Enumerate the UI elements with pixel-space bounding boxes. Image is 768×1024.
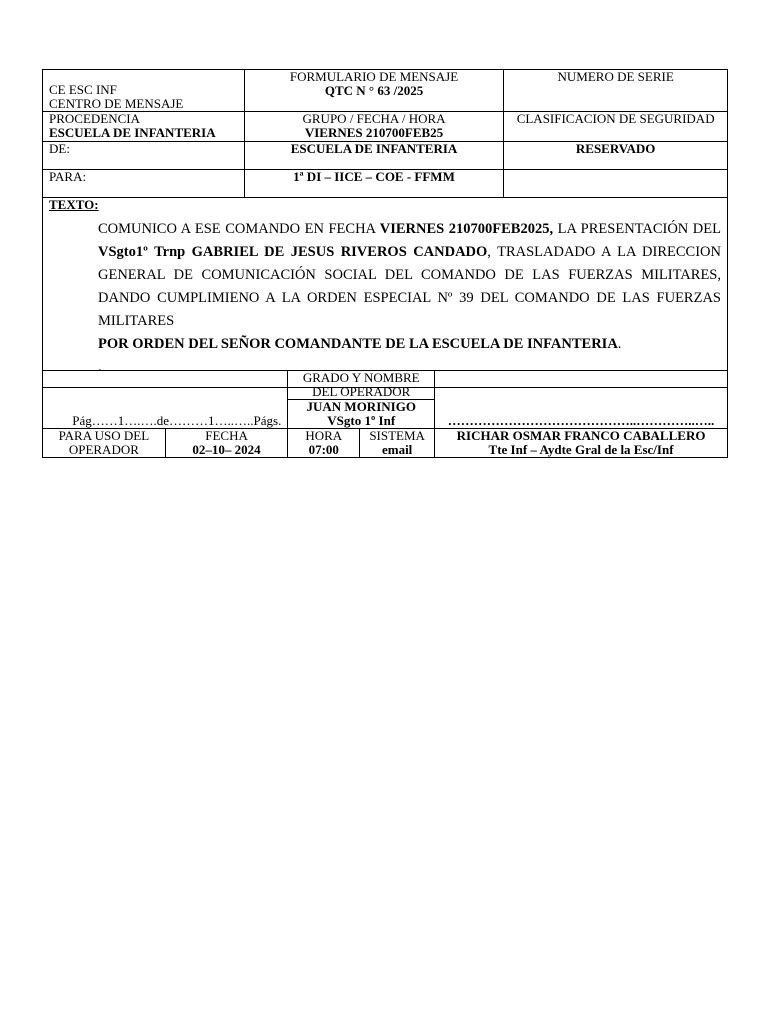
signer-title: Tte Inf – Aydte Gral de la Esc/Inf: [488, 442, 674, 457]
grupo-cell: [244, 112, 504, 142]
form-title-cell: [244, 70, 504, 112]
grupo-label: GRUPO / FECHA / HORA: [302, 111, 446, 126]
signer-name: RICHAR OSMAR FRANCO CABALLERO: [456, 428, 706, 443]
operator-name-cell: [288, 400, 435, 429]
pages-cell: [43, 371, 288, 429]
para-value: 1ª DI – IICE – COE - FFMM: [293, 169, 455, 184]
message-paragraph-3: .: [98, 359, 102, 375]
pages-count: Pág……1….….de………1…..…..Págs.: [72, 413, 282, 428]
org-line1: CE ESC INF: [49, 82, 117, 97]
texto-colon: :: [94, 197, 99, 212]
msg-text-c: LA PRESENTACIÓN DEL: [553, 221, 721, 237]
operator-name: JUAN MORINIGO: [306, 399, 416, 414]
para-label-cell: [43, 170, 245, 198]
de-label: DE:: [49, 141, 70, 156]
operator-table: [42, 370, 728, 458]
serial-label: NUMERO DE SERIE: [557, 69, 674, 84]
texto-cell: [43, 198, 728, 388]
header-row: [43, 70, 728, 112]
operator-row-1: [43, 371, 728, 400]
para-value-cell: [244, 170, 504, 198]
texto-label: TEXTO: [49, 197, 95, 212]
fecha-value: 02–10– 2024: [192, 442, 261, 457]
procedencia-label: PROCEDENCIA: [49, 111, 141, 126]
form-label: FORMULARIO DE MENSAJE: [289, 69, 459, 84]
msg-order-end: .: [617, 336, 622, 352]
serial-cell: [504, 70, 728, 112]
sistema-cell: [360, 429, 435, 458]
procedencia-value: ESCUELA DE INFANTERIA: [49, 125, 216, 140]
operator-label-cell: [288, 371, 435, 400]
de-value: ESCUELA DE INFANTERIA: [290, 141, 458, 156]
para-empty-cell: [504, 170, 728, 198]
hora-value: 07:00: [308, 442, 339, 457]
grupo-value: VIERNES 210700FEB25: [304, 125, 444, 140]
msg-person: VSgto1º Trnp GABRIEL DE JESUS RIVEROS CANDADO: [98, 244, 488, 260]
operator-rank: VSgto 1º Inf: [327, 413, 396, 428]
clasificacion-label: CLASIFICACION DE SEGURIDAD: [516, 111, 715, 126]
operator-label-1: GRADO Y NOMBRE: [302, 370, 420, 385]
operator-row-3: [43, 429, 728, 458]
clasificacion-value-cell: [504, 142, 728, 170]
para-label: PARA:: [49, 169, 87, 184]
uso-cell: [43, 429, 166, 458]
sistema-label: SISTEMA: [369, 428, 425, 443]
hora-cell: [288, 429, 360, 458]
de-value-cell: [244, 142, 504, 170]
fecha-label: FECHA: [205, 428, 248, 443]
de-label-cell: [43, 142, 245, 170]
procedencia-cell: [43, 112, 245, 142]
texto-row: [43, 198, 728, 388]
msg-text-e: , TRASLADADO A LA DIRECCION GENERAL DE COMUNICACIÓN SOCIAL DEL COMANDO DE LAS FUERZAS MILITARES, DANDO CUMPLIMIENO A LA ORDEN ESPECIAL Nº 39 DEL COMANDO DE LAS FUERZAS MILITARES: [98, 244, 721, 329]
signer-cell: [435, 429, 728, 458]
clasificacion-label-cell: [504, 112, 728, 142]
sistema-value: email: [381, 442, 413, 457]
procedencia-row: [43, 112, 728, 142]
hora-label: HORA: [305, 428, 343, 443]
fecha-cell: [165, 429, 288, 458]
message-body: [43, 212, 727, 387]
qtc-number: QTC N ° 63 /2025: [324, 83, 424, 98]
signature-line: ……………………………………..…………..…..: [447, 413, 715, 428]
uso-label-1: PARA USO DEL: [58, 428, 150, 443]
message-paragraph-1: [98, 218, 721, 333]
org-line2: CENTRO DE MENSAJE: [49, 96, 184, 111]
message-paragraph-2: [98, 333, 721, 356]
uso-label-2: OPERADOR: [68, 442, 139, 457]
msg-date: VIERNES 210700FEB2025,: [379, 221, 554, 237]
message-form-table: [42, 69, 728, 388]
msg-text-a: COMUNICO A ESE COMANDO EN FECHA: [98, 221, 380, 237]
para-row: [43, 170, 728, 198]
clasificacion-value: RESERVADO: [575, 141, 656, 156]
operator-label-2: DEL OPERADOR: [312, 384, 411, 399]
org-cell: [43, 70, 245, 112]
msg-order: POR ORDEN DEL SEÑOR COMANDANTE DE LA ESCUELA DE INFANTERIA: [98, 336, 618, 352]
signature-cell: [435, 371, 728, 429]
texto-heading: [43, 198, 727, 212]
de-row: [43, 142, 728, 170]
